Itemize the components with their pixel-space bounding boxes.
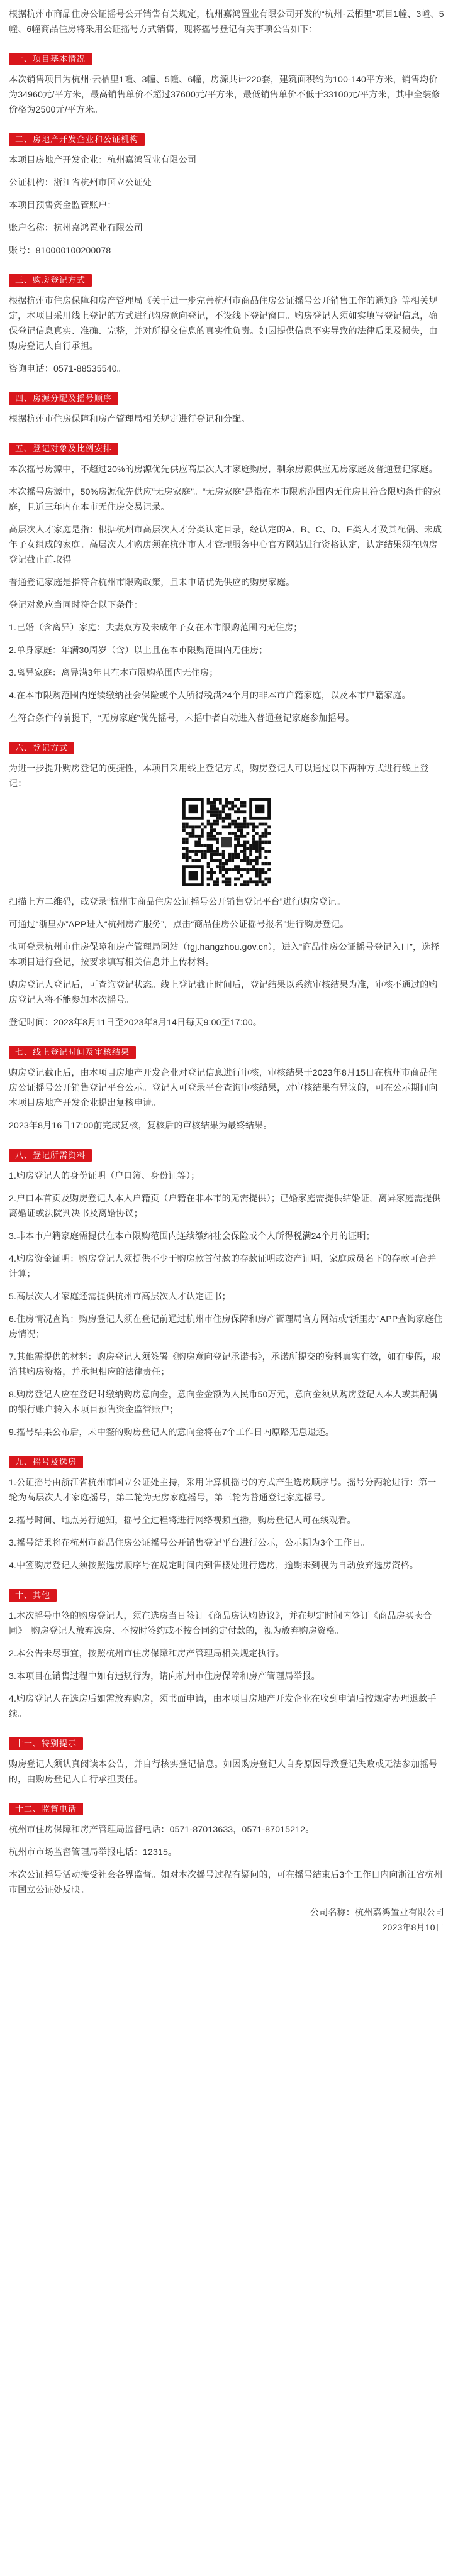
section-paragraph: 登记时间：2023年8月11日至2023年8月14日每天9:00至17:00。 — [9, 1017, 262, 1027]
section-paragraph: 1.已婚（含离异）家庭：夫妻双方及未成年子女在本市限购范围内无住房； — [9, 622, 303, 632]
section-paragraph: 2.摇号时间、地点另行通知，摇号全过程将进行网络视频直播，购房登记人可在线观看。 — [9, 1515, 356, 1525]
section-heading-wrap — [9, 1589, 444, 1602]
section-heading-wrap — [9, 392, 444, 405]
section-heading-wrap — [9, 1803, 444, 1815]
section-paragraph: 3.非本市户籍家庭需提供在本市限购范围内连续缴纳社会保险或个人所得税满24个月的证明； — [9, 1231, 375, 1241]
section-heading-wrap — [9, 742, 444, 754]
section-heading: 九、摇号及选房 — [9, 1456, 83, 1468]
section-paragraph: 本次摇号房源中，50%房源优先供应“无房家庭”。“无房家庭”是指在本市限购范围内无住房且符合限购条件的家庭，且近三年内在本市无住房交易记录。 — [9, 487, 442, 512]
intro-block — [9, 0, 444, 36]
section-paragraph: 购房登记截止后，由本项目房地产开发企业对登记信息进行审核，审核结果于2023年8月15日在杭州市商品住房公证摇号公开销售登记平台公示。登记人可登录平台查询审核结果，对审核结果有异议的，可在公示期间向本项目房地产开发企业提出复核申请。 — [9, 1067, 438, 1108]
section-paragraph: 账号：810000100200078 — [9, 245, 111, 255]
section-heading: 六、登记方式 — [9, 742, 74, 754]
section-paragraph: 账户名称：杭州嘉鸿置业有限公司 — [9, 223, 143, 233]
intro-paragraph: 根据杭州市商品住房公证摇号公开销售有关规定，杭州嘉鸿置业有限公司开发的“杭州·云栖里”项目1幢、3幢、5幢、6幢商品住房将采用公证摇号方式销售，现将摇号登记有关事项公告如下： — [9, 9, 444, 34]
section-heading: 十、其他 — [9, 1589, 57, 1602]
qr-code-icon[interactable] — [182, 798, 271, 886]
section-heading: 十二、监督电话 — [9, 1803, 83, 1815]
section-paragraph: 可通过“浙里办”APP进入“杭州房产服务”，点击“商品住房公证摇号报名”进行购房登记。 — [9, 919, 349, 929]
section-heading-wrap — [9, 1046, 444, 1059]
section-paragraph: 根据杭州市住房保障和房产管理局《关于进一步完善杭州市商品住房公证摇号公开销售工作的通知》等相关规定，本项目采用线上登记的方式进行购房意向登记，不设线下登记窗口。购房登记人须如实填写登记信息，确保登记信息真实、准确、完整，并对所提交信息的真实性负责。如因提供信息不实导致的法律后果及损失，由购房登记人自行承担。 — [9, 295, 438, 351]
section-paragraph: 4.中签购房登记人须按照选房顺序号在规定时间内到售楼处进行选房，逾期未到视为自动放弃选房资格。 — [9, 1560, 419, 1570]
section-heading-wrap — [9, 443, 444, 455]
section-paragraph: 1.本次摇号中签的购房登记人，须在选房当日签订《商品房认购协议》，并在规定时间内签订《商品房买卖合同》。购房登记人放弃选房、不按时签约或不按合同约定付款的，视为放弃购房资格。 — [9, 1610, 432, 1636]
section-paragraph: 5.高层次人才家庭还需提供杭州市高层次人才认定证书； — [9, 1291, 231, 1301]
section-paragraph: 也可登录杭州市住房保障和房产管理局网站（fgj.hangzhou.gov.cn），进入“商品住房公证摇号登记入口”，选择本项目进行登记，按要求填写相关信息并上传材料。 — [9, 942, 440, 967]
section-paragraph: 咨询电话：0571-88535540。 — [9, 363, 126, 373]
section-paragraph: 杭州市住房保障和房产管理局监督电话：0571-87013633，0571-87015212。 — [9, 1824, 315, 1834]
section-heading-wrap — [9, 1456, 444, 1468]
section-heading-wrap — [9, 1737, 444, 1750]
section-paragraph: 购房登记人须认真阅读本公告，并自行核实登记信息。如因购房登记人自身原因导致登记失败或无法参加摇号的，由购房登记人自行承担责任。 — [9, 1759, 438, 1784]
section-paragraph: 本项目房地产开发企业：杭州嘉鸿置业有限公司 — [9, 155, 197, 165]
section-heading: 七、线上登记时间及审核结果 — [9, 1046, 136, 1059]
section-paragraph: 4.在本市限购范围内连续缴纳社会保险或个人所得税满24个月的非本市户籍家庭，以及本市户籍家庭。 — [9, 690, 411, 700]
section-paragraph: 普通登记家庭是指符合杭州市限购政策，且未申请优先供应的购房家庭。 — [9, 577, 295, 587]
section-paragraph: 本项目预售资金监管账户： — [9, 200, 116, 210]
section-paragraph: 在符合条件的前提下，“无房家庭”优先摇号，未摇中者自动进入普通登记家庭参加摇号。 — [9, 713, 355, 723]
section-paragraph: 2.户口本首页及购房登记人本人户籍页（户籍在非本市的无需提供）；已婚家庭需提供结婚证，离异家庭需提供离婚证或法院判决书及离婚协议； — [9, 1193, 441, 1218]
section-paragraph: 本次销售项目为杭州·云栖里1幢、3幢、5幢、6幢，房源共计220套，建筑面积约为100-140平方米，销售均价为34960元/平方米，最高销售单价不超过37600元/平方米，最低销售单价不低于33100元/平方米，其中全装修价格为2500元/平方米。 — [9, 74, 440, 114]
section-paragraph: 根据杭州市住房保障和房产管理局相关规定进行登记和分配。 — [9, 414, 250, 424]
section-paragraph: 2023年8月16日17:00前完成复核，复核后的审核结果为最终结果。 — [9, 1120, 272, 1130]
section-paragraph: 扫描上方二维码，或登录“杭州市商品住房公证摇号公开销售登记平台”进行购房登记。 — [9, 896, 346, 906]
section-paragraph: 4.购房登记人在选房后如需放弃购房，须书面申请，由本项目房地产开发企业在收到申请后按规定办理退款手续。 — [9, 1693, 437, 1719]
section-paragraph: 3.摇号结果将在杭州市商品住房公证摇号公开销售登记平台进行公示，公示期为3个工作日。 — [9, 1538, 370, 1548]
section-paragraph: 登记对象应当同时符合以下条件： — [9, 600, 143, 610]
section-paragraph: 为进一步提升购房登记的便捷性，本项目采用线上登记方式，购房登记人可以通过以下两种方式进行线上登记： — [9, 763, 429, 788]
section-paragraph: 1.购房登记人的身份证明（户口簿、身份证等）； — [9, 1170, 200, 1181]
section-heading-wrap — [9, 53, 444, 65]
section-heading-wrap — [9, 133, 444, 146]
section-paragraph: 杭州市市场监督管理局举报电话：12315。 — [9, 1847, 177, 1857]
section-heading: 八、登记所需资料 — [9, 1149, 92, 1162]
section-paragraph: 购房登记人登记后，可查询登记状态。线上登记截止时间后，登记结果以系统审核结果为准，审核不通过的购房登记人将不能参加本次摇号。 — [9, 979, 438, 1005]
section-heading: 五、登记对象及比例安排 — [9, 443, 118, 455]
section-paragraph: 3.本项目在销售过程中如有违规行为，请向杭州市住房保障和房产管理局举报。 — [9, 1671, 320, 1681]
section-paragraph: 2.本公告未尽事宜，按照杭州市住房保障和房产管理局相关规定执行。 — [9, 1648, 285, 1658]
section-paragraph: 3.离异家庭：离异满3年且在本市限购范围内无住房； — [9, 668, 218, 678]
section-paragraph: 2.单身家庭：年满30周岁（含）以上且在本市限购范围内无住房； — [9, 645, 268, 655]
section-paragraph: 高层次人才家庭是指：根据杭州市高层次人才分类认定目录，经认定的A、B、C、D、E类人才及其配偶、未成年子女组成的家庭。高层次人才购房须在杭州市人才管理服务中心官方网站进行资格认定，认定结果须在购房登记截止前取得。 — [9, 524, 442, 564]
signoff-company: 公司名称：杭州嘉鸿置业有限公司 — [310, 1907, 444, 1917]
section-paragraph: 8.购房登记人应在登记时缴纳购房意向金，意向金金额为人民币50万元，意向金须从购房登记人本人或其配偶的银行账户转入本项目预售资金监管账户； — [9, 1389, 438, 1414]
section-paragraph: 7.其他需提供的材料：购房登记人须签署《购房意向登记承诺书》，承诺所提交的资料真实有效，如有虚假，取消其购房资格，并承担相应的法律责任； — [9, 1351, 441, 1377]
section-heading-wrap — [9, 1149, 444, 1162]
section-heading: 十一、特别提示 — [9, 1737, 83, 1750]
section-paragraph: 4.购房资金证明：购房登记人须提供不少于购房款首付款的存款证明或资产证明，家庭成员名下的存款可合并计算； — [9, 1253, 437, 1279]
signoff-date: 2023年8月10日 — [382, 1922, 444, 1932]
section-paragraph: 1.公证摇号由浙江省杭州市国立公证处主持，采用计算机摇号的方式产生选房顺序号。摇号分两轮进行：第一轮为高层次人才家庭摇号，第二轮为无房家庭摇号，第三轮为普通登记家庭摇号。 — [9, 1477, 437, 1502]
qr-code-wrap — [9, 798, 444, 886]
section-heading: 四、房源分配及摇号顺序 — [9, 392, 118, 405]
signoff-block — [9, 1905, 444, 1935]
section-heading: 三、购房登记方式 — [9, 274, 92, 287]
section-paragraph: 本次摇号房源中，不超过20%的房源优先供应高层次人才家庭购房，剩余房源供应无房家庭及普通登记家庭。 — [9, 464, 438, 474]
section-paragraph: 公证机构：浙江省杭州市国立公证处 — [9, 177, 152, 187]
sections-container — [9, 53, 444, 1897]
section-paragraph: 6.住房情况查询：购房登记人须在登记前通过杭州市住房保障和房产管理局官方网站或“浙里办”APP查询家庭住房情况； — [9, 1314, 443, 1339]
section-heading: 二、房地产开发企业和公证机构 — [9, 133, 145, 146]
section-paragraph: 9.摇号结果公布后，未中签的购房登记人的意向金将在7个工作日内原路无息退还。 — [9, 1427, 335, 1437]
section-paragraph: 本次公证摇号活动接受社会各界监督。如对本次摇号过程有疑问的，可在摇号结束后3个工作日内向浙江省杭州市国立公证处反映。 — [9, 1869, 443, 1895]
section-heading: 一、项目基本情况 — [9, 53, 92, 65]
section-heading-wrap — [9, 274, 444, 287]
